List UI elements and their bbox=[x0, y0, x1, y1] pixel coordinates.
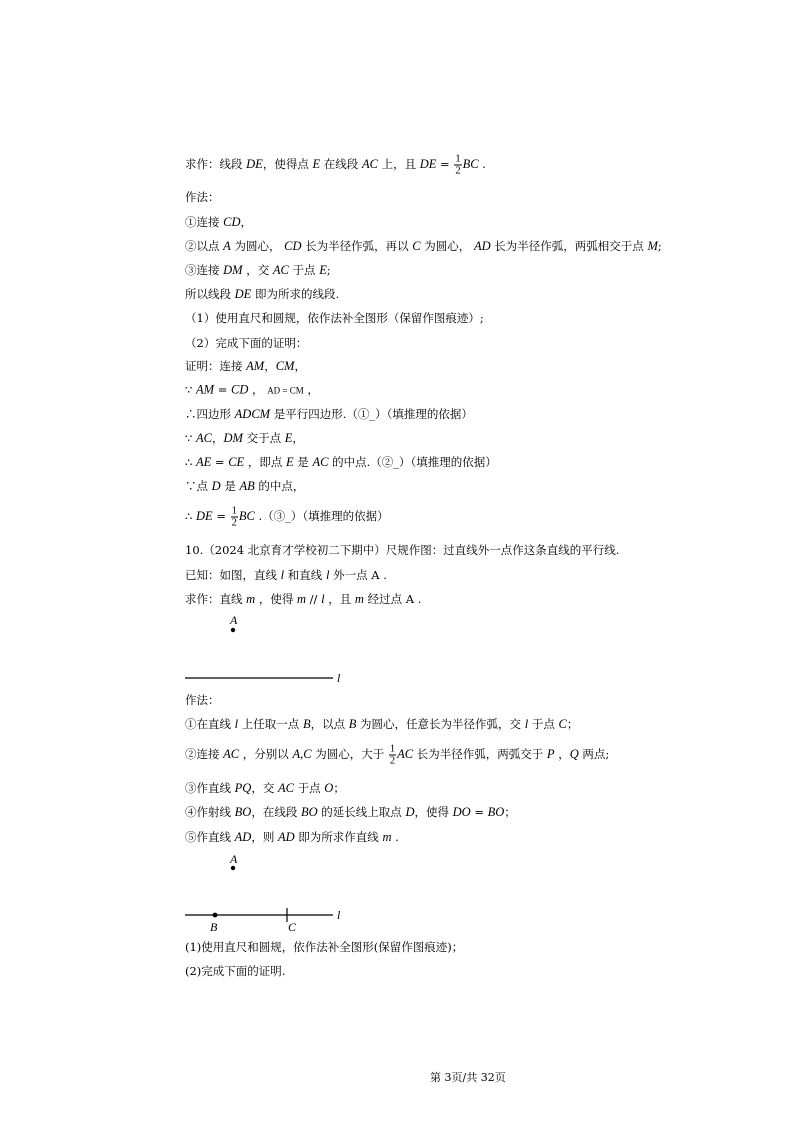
result-line bbox=[185, 286, 339, 302]
text-run: 是平行四边形.（①_）（填推理的依据） bbox=[270, 407, 473, 421]
math-variable: AM bbox=[195, 382, 215, 397]
fraction bbox=[454, 154, 461, 177]
text-run: ∵ bbox=[185, 382, 196, 397]
math-variable: l bbox=[321, 592, 325, 606]
figure-2-line-label: l bbox=[337, 908, 341, 922]
math-variable: AC bbox=[361, 157, 378, 171]
math-variable: DM bbox=[223, 431, 243, 445]
text-run: （1）使用直尺和圆规，依作法补全图形（保留作图痕迹）; bbox=[185, 311, 484, 325]
fraction-numerator: 1 bbox=[455, 153, 461, 165]
question-2-10-line bbox=[185, 963, 285, 979]
text-run: 作法： bbox=[185, 190, 220, 204]
text-run: ，使得点 bbox=[262, 157, 313, 171]
proof-given-line bbox=[185, 382, 319, 399]
math-variable: m bbox=[297, 592, 307, 606]
math-variable: l bbox=[280, 568, 285, 582]
math-variable: DO bbox=[452, 805, 471, 819]
construct-task-line bbox=[185, 154, 486, 177]
math-variable: l bbox=[325, 568, 330, 582]
question-1-10-line bbox=[185, 939, 463, 955]
text-run: = bbox=[212, 509, 230, 523]
math-variable: m bbox=[246, 592, 256, 606]
math-variable: B bbox=[302, 717, 311, 731]
text-run: ; bbox=[326, 263, 331, 277]
text-run: 两点; bbox=[578, 747, 610, 761]
text-run: = bbox=[211, 455, 229, 469]
text-run: ，分别以 bbox=[239, 747, 293, 761]
text-run: ⑤作直线 bbox=[185, 830, 235, 844]
math-variable: DM bbox=[223, 263, 243, 277]
figure-2-point-b-label: B bbox=[210, 920, 218, 934]
figure-2-point-a-label: A bbox=[230, 852, 238, 866]
text-run: ， bbox=[248, 382, 268, 397]
math-variable: D bbox=[211, 479, 221, 493]
text-run: ②连接 bbox=[185, 747, 224, 761]
text-run: 是 bbox=[293, 455, 313, 469]
text-run: 上任取一点 bbox=[238, 717, 303, 731]
math-variable: CE bbox=[228, 455, 245, 469]
math-variable: AE bbox=[195, 455, 212, 469]
text-run: ，使得 bbox=[255, 592, 297, 606]
text-run: 长为半径作弧，两弧相交于点 bbox=[490, 239, 648, 253]
figure-2-point-c-label: C bbox=[288, 920, 297, 934]
text-run: 经过点 A . bbox=[363, 592, 422, 606]
text-run: ∴ bbox=[185, 455, 196, 469]
math-variable: AC bbox=[272, 263, 289, 277]
step-3-10-line bbox=[185, 780, 345, 796]
math-variable: l bbox=[524, 717, 529, 731]
math-expression-small: AD = CM bbox=[267, 385, 304, 396]
math-variable: E bbox=[286, 455, 294, 469]
question-1-line bbox=[185, 310, 484, 326]
figure-1-point-a-label: A bbox=[230, 613, 238, 627]
text-run: 为圆心，任意长为半径作弧，交 bbox=[356, 717, 525, 731]
step-1-10-line bbox=[185, 716, 578, 732]
problem-10-given bbox=[185, 567, 387, 583]
text-run: 的中点.（②_）（填推理的依据） bbox=[328, 455, 497, 469]
math-variable: AC bbox=[312, 455, 329, 469]
math-variable: CD bbox=[284, 239, 302, 253]
figure-1 bbox=[180, 610, 350, 690]
text-run: 求作：线段 bbox=[185, 157, 247, 171]
math-variable: AC bbox=[277, 781, 294, 795]
text-run: ，以点 bbox=[310, 717, 349, 731]
text-run: (1)使用直尺和圆规，依作法补全图形(保留作图痕迹)； bbox=[185, 940, 464, 954]
math-variable: Q bbox=[569, 747, 579, 761]
text-run: 于点 bbox=[288, 263, 320, 277]
text-run: 于点 bbox=[528, 717, 559, 731]
math-variable: D bbox=[405, 805, 415, 819]
text-run: .（③_）（填推理的依据） bbox=[254, 509, 389, 523]
text-run: ，交 bbox=[242, 263, 273, 277]
text-run: = bbox=[436, 157, 454, 171]
step-3-line bbox=[185, 262, 331, 278]
math-variable: CM bbox=[275, 359, 295, 373]
text-run: 交于点 bbox=[242, 431, 285, 445]
problem-10-task bbox=[185, 591, 421, 607]
fraction-denominator: 2 bbox=[455, 165, 461, 177]
text-run: 即为所求的线段. bbox=[251, 287, 340, 301]
proof-intro-line bbox=[185, 358, 306, 374]
math-variable: DE bbox=[419, 157, 437, 171]
math-variable: BO bbox=[300, 805, 318, 819]
math-variable: B bbox=[348, 717, 357, 731]
math-variable: BO bbox=[487, 805, 505, 819]
math-variable: BC bbox=[238, 509, 255, 523]
text-run: ④作射线 bbox=[185, 805, 235, 819]
math-variable: BO bbox=[234, 805, 252, 819]
text-run: 上，且 bbox=[377, 157, 420, 171]
figure-2-point-b bbox=[213, 913, 218, 918]
text-run: ∴四边形 bbox=[185, 407, 235, 421]
math-variable: AC bbox=[397, 747, 414, 761]
text-run: (2)完成下面的证明. bbox=[185, 964, 286, 978]
math-variable: AD bbox=[277, 830, 295, 844]
text-run: 于点 bbox=[293, 781, 325, 795]
text-run: ②以点 bbox=[185, 239, 224, 253]
math-variable: A,C bbox=[292, 747, 312, 761]
figure-1-point-a bbox=[231, 628, 235, 632]
math-variable: l bbox=[234, 717, 239, 731]
math-variable: PQ bbox=[234, 781, 252, 795]
text-run: ， bbox=[292, 431, 304, 445]
fraction-denominator: 2 bbox=[389, 755, 396, 767]
math-variable: CD bbox=[223, 215, 241, 229]
step-4-10-line bbox=[185, 804, 516, 820]
text-run: 外一点 A . bbox=[329, 568, 387, 582]
fraction-numerator: 1 bbox=[231, 505, 237, 517]
proof-conclusion-line bbox=[185, 506, 389, 529]
text-run: （2）完成下面的证明： bbox=[185, 336, 308, 350]
text-run: ， bbox=[211, 431, 224, 445]
math-variable: AC bbox=[223, 747, 240, 761]
problem-10-title bbox=[185, 542, 619, 558]
text-run: . bbox=[391, 830, 399, 844]
text-run: ， bbox=[294, 359, 306, 373]
fraction-denominator: 2 bbox=[231, 517, 237, 529]
math-variable: m bbox=[354, 592, 364, 606]
proof-intersect-line bbox=[185, 430, 304, 446]
proof-parallelogram-line bbox=[185, 406, 473, 422]
math-variable: m bbox=[382, 830, 392, 844]
math-variable: AD bbox=[234, 830, 252, 844]
figure-2-point-a bbox=[231, 866, 235, 870]
math-variable: E bbox=[319, 263, 327, 277]
text-run: ， bbox=[264, 359, 276, 373]
text-run: ； bbox=[504, 805, 516, 819]
fraction bbox=[231, 506, 238, 529]
text-run: ∴ bbox=[185, 509, 196, 523]
text-run: ①在直线 bbox=[185, 717, 235, 731]
math-variable: CD bbox=[231, 382, 249, 397]
text-run: ①连接 bbox=[185, 215, 224, 229]
text-run: 在线段 bbox=[320, 157, 362, 171]
math-variable: AM bbox=[246, 359, 265, 373]
text-run: 为圆心， bbox=[420, 239, 474, 253]
figure-1-line-label: l bbox=[337, 671, 341, 685]
text-run: 证明：连接 bbox=[185, 359, 247, 373]
text-run: 的延长线上取点 bbox=[317, 805, 406, 819]
proof-midpoint-d-line bbox=[185, 478, 304, 494]
text-run: ，使得 bbox=[414, 805, 453, 819]
text-run: 长为半径作弧，再以 bbox=[301, 239, 413, 253]
math-variable: AB bbox=[239, 479, 255, 493]
text-run: ∵点 bbox=[185, 479, 212, 493]
math-variable: C bbox=[558, 717, 567, 731]
step-5-10-line bbox=[185, 829, 399, 845]
method-heading-10 bbox=[185, 692, 220, 708]
math-variable: E bbox=[284, 431, 293, 445]
text-run: 为圆心，大于 bbox=[311, 747, 388, 761]
text-run: ③作直线 bbox=[185, 781, 235, 795]
fraction-numerator: 1 bbox=[389, 743, 396, 755]
text-run: 求作：直线 bbox=[185, 592, 247, 606]
text-run: 为圆心， bbox=[230, 239, 285, 253]
math-variable: P bbox=[546, 747, 555, 761]
math-variable: A bbox=[223, 239, 231, 253]
text-run: . bbox=[478, 157, 486, 171]
text-run: ； bbox=[566, 717, 579, 731]
math-variable: DE bbox=[234, 287, 252, 301]
text-run: ③连接 bbox=[185, 263, 224, 277]
text-run: 是 bbox=[220, 479, 240, 493]
text-run: // bbox=[306, 592, 322, 606]
text-run: 和直线 bbox=[284, 568, 326, 582]
text-run: 已知：如图，直线 bbox=[185, 568, 281, 582]
step-2-10-line bbox=[185, 744, 609, 767]
text-run: ∵ bbox=[185, 431, 196, 445]
text-run: ，且 bbox=[324, 592, 355, 606]
text-run: ; bbox=[657, 239, 662, 253]
figure-2 bbox=[180, 845, 350, 937]
text-run: 作法： bbox=[185, 693, 220, 707]
page-footer: 第 3页/共 32页 bbox=[430, 1071, 506, 1084]
text-run: 10.（2024 北京育才学校初二下期中）尺规作图：过直线外一点作这条直线的平行线. bbox=[185, 543, 620, 557]
text-run: 所以线段 bbox=[185, 287, 235, 301]
question-2-line bbox=[185, 335, 307, 351]
text-run: ， bbox=[303, 382, 319, 397]
fraction bbox=[389, 744, 396, 767]
text-run: ，在线段 bbox=[251, 805, 301, 819]
text-run: 的中点， bbox=[254, 479, 305, 493]
text-run: = bbox=[214, 382, 231, 397]
text-run: ， bbox=[240, 215, 253, 229]
math-variable: E bbox=[312, 157, 321, 171]
math-variable: M bbox=[647, 239, 658, 253]
math-variable: BC bbox=[462, 157, 479, 171]
text-run: ，交 bbox=[251, 781, 278, 795]
step-1-line bbox=[185, 214, 252, 230]
text-run: ，则 bbox=[251, 830, 278, 844]
proof-midpoint-e-line bbox=[185, 454, 497, 470]
math-variable: ADCM bbox=[234, 407, 271, 421]
method-heading bbox=[185, 189, 220, 205]
step-2-line bbox=[185, 238, 662, 254]
math-variable: DE bbox=[246, 157, 263, 171]
math-variable: O bbox=[324, 781, 334, 795]
text-run: ； bbox=[333, 781, 345, 795]
math-variable: AC bbox=[195, 431, 212, 445]
text-run: 长为半径作弧，两弧交于 bbox=[413, 747, 547, 761]
math-variable: C bbox=[412, 239, 421, 253]
text-run: 即为所求作直线 bbox=[294, 830, 383, 844]
text-run: ，即点 bbox=[244, 455, 287, 469]
text-run: = bbox=[470, 805, 488, 819]
math-variable: AD bbox=[473, 239, 491, 253]
text-run: ， bbox=[554, 747, 570, 761]
math-variable: DE bbox=[195, 509, 213, 523]
